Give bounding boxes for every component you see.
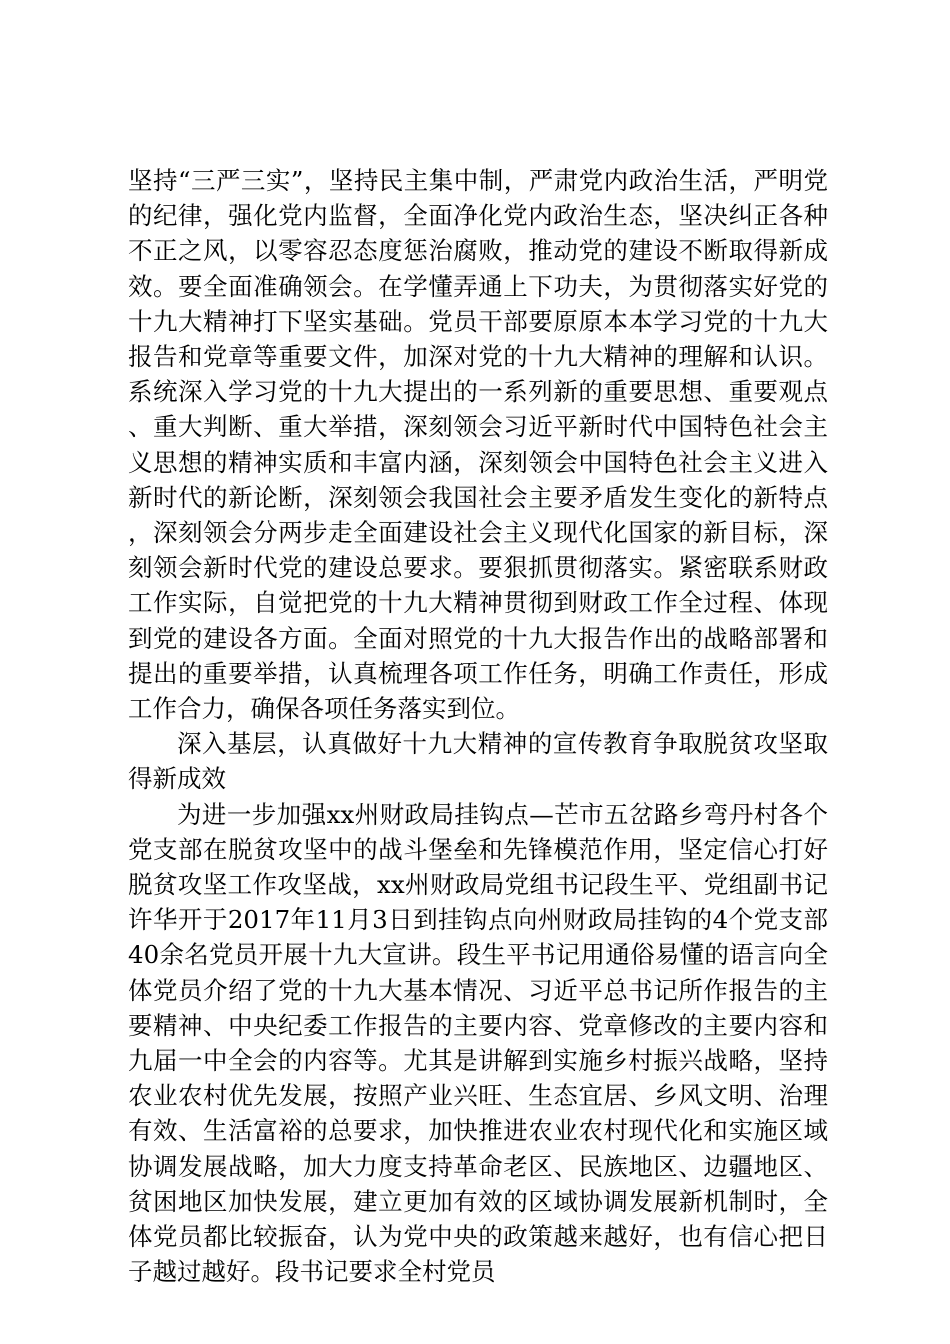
paragraph-grassroots: 为进一步加强xx州财政局挂钩点—芒市五岔路乡弯丹村各个党支部在脱贫攻坚中的战斗堡垒和先锋模范作用，坚定信心打好脱贫攻坚工作攻坚战，xx州财政局党组书记段生平、党组副书记许华开于2017年11月3日到挂钩点向州财政局挂钩的4个党支部40余名党员开展十九大宣讲。段生平书记用通俗易懂的语言向全体党员介绍了党的十九大基本情况、习近平总书记所作报告的主要精神、中央纪委工作报告的主要内容、党章修改的主要内容和九届一中全会的内容等。尤其是讲解到实施乡村振兴战略，坚持农业农村优先发展，按照产业兴旺、生态宜居、乡风文明、治理有效、生活富裕的总要求，加快推进农业农村现代化和实施区域协调发展战略，加大力度支持革命老区、民族地区、边疆地区、贫困地区加快发展，建立更加有效的区域协调发展新机制时，全体党员都比较振奋，认为党中央的政策越来越好，也有信心把日子越过越好。段书记要求全村党员 <box>128 799 828 1287</box>
section-heading: 深入基层，认真做好十九大精神的宣传教育争取脱贫攻坚取得新成效 <box>128 729 828 794</box>
paragraph-intro: 坚持“三严三实”，坚持民主集中制，严肃党内政治生活，严明党的纪律，强化党内监督，全面净化党内政治生态，坚决纠正各种不正之风，以零容忍态度惩治腐败，推动党的建设不断取得新成效。要全面准确领会。在学懂弄通上下功夫，为贯彻落实好党的十九大精神打下坚实基础。党员干部要原原本本学习党的十九大报告和党章等重要文件，加深对党的十九大精神的理解和认识。系统深入学习党的十九大提出的一系列新的重要思想、重要观点、重大判断、重大举措，深刻领会习近平新时代中国特色社会主义思想的精神实质和丰富内涵，深刻领会中国特色社会主义进入新时代的新论断，深刻领会我国社会主要矛盾发生变化的新特点，深刻领会分两步走全面建设社会主义现代化国家的新目标，深刻领会新时代党的建设总要求。要狠抓贯彻落实。紧密联系财政工作实际，自觉把党的十九大精神贯彻到财政工作全过程、体现到党的建设各方面。全面对照党的十九大报告作出的战略部署和提出的重要举措，认真梳理各项工作任务，明确工作责任，形成工作合力，确保各项任务落实到位。 <box>128 166 828 724</box>
document-body <box>128 163 828 1290</box>
